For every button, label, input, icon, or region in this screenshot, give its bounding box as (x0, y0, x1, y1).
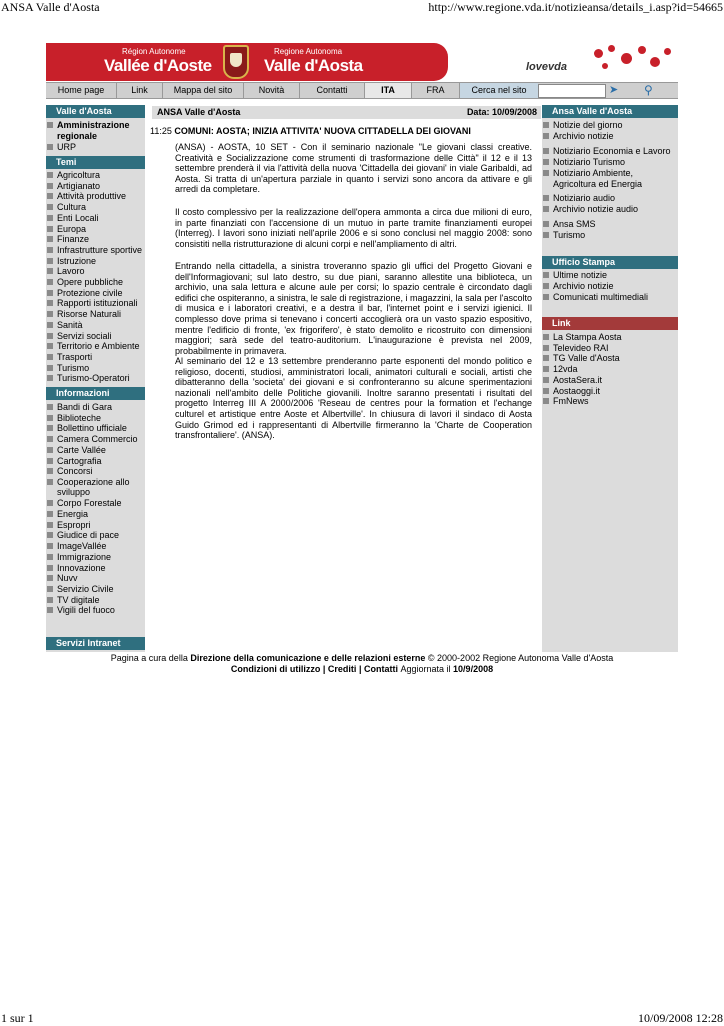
bullet-square-icon (47, 215, 53, 221)
nav-news[interactable]: Novità (244, 83, 300, 98)
left-item-tema[interactable]: Enti Locali (46, 213, 145, 224)
bullet-square-icon (543, 355, 549, 361)
left-head-informazioni: Informazioni (46, 387, 145, 400)
left-item-info[interactable]: Cartografia (46, 456, 145, 467)
regional-crest-icon (223, 45, 249, 79)
left-item-info[interactable]: ImageVallée (46, 541, 145, 552)
search-input[interactable] (538, 84, 606, 98)
left-item-info[interactable]: Biblioteche (46, 413, 145, 424)
lovevda-logo[interactable] (526, 61, 567, 73)
article-time: 11:25 (150, 126, 172, 136)
bullet-square-icon (543, 398, 549, 404)
article-headline (150, 126, 540, 136)
left-head-valle: Valle d'Aosta (46, 105, 145, 118)
left-item-info[interactable]: Giudice di pace (46, 530, 145, 541)
left-item-tema[interactable]: Infrastrutture sportive (46, 245, 145, 256)
left-item-info[interactable]: Cooperazione allo sviluppo (46, 477, 145, 498)
right-item-audio[interactable]: Notiziario audio (542, 193, 678, 204)
main-content (146, 105, 541, 652)
right-item-archivio-audio[interactable]: Archivio notizie audio (542, 204, 678, 215)
left-item-tema[interactable]: Protezione civile (46, 288, 145, 299)
top-nav (46, 82, 678, 99)
bullet-square-icon (47, 425, 53, 431)
banner-fr-line1: Région Autonome (122, 47, 186, 56)
right-item-link[interactable]: 12vda (542, 364, 678, 375)
site-banner (46, 43, 678, 81)
article-paragraph: Al seminario del 12 e 13 settembre prenderanno parte esponenti del mondo politico e religioso, docenti, studiosi, amministratori locali, animatori culturali e sociali, artisti che dibatteranno della 'societa' dei giovani e si confronteranno su alcune sperimentazioni nazionali nell'ambito delle Politiche giovanili. Inoltre saranno presentati i risultati del progetto Interreg III A 2000/2006 'Reseau de centres pour la formation et l'echange culturel et artistique entre Aoste et Albertville'. In chiusura di lavori il sindaco di Aosta Guido Grimod ed i rappresentanti di Albertville firmeranno la 'Charte de Cooperation transfrontaliere'. (ANSA). (175, 356, 532, 441)
bullet-square-icon (47, 258, 53, 264)
left-item-info[interactable]: Bandi di Gara (46, 402, 145, 413)
bullet-square-icon (47, 375, 53, 381)
left-item-tema[interactable]: Trasporti (46, 352, 145, 363)
right-sidebar (542, 105, 678, 652)
left-item-amministrazione[interactable]: Amministrazione regionale (46, 120, 145, 141)
print-page-number: 1 sur 1 (1, 1011, 34, 1025)
print-title: ANSA Valle d'Aosta (1, 0, 100, 14)
bullet-square-icon (47, 311, 53, 317)
article-header (152, 106, 541, 119)
bullet-square-icon (47, 511, 53, 517)
decor-swirl-icon (638, 46, 646, 54)
left-item-info[interactable]: Bollettino ufficiale (46, 423, 145, 434)
right-item-link[interactable]: La Stampa Aosta (542, 332, 678, 343)
bullet-square-icon (47, 268, 53, 274)
right-head-stampa: Ufficio Stampa (542, 256, 678, 269)
search-icon[interactable]: ⚲ (644, 83, 653, 97)
bullet-square-icon (47, 183, 53, 189)
bullet-square-icon (47, 204, 53, 210)
nav-site-map[interactable]: Mappa del sito (163, 83, 244, 98)
bullet-square-icon (47, 343, 53, 349)
decor-swirl-icon (608, 45, 615, 52)
bullet-square-icon (47, 479, 53, 485)
bullet-square-icon (47, 554, 53, 560)
right-head-ansa: Ansa Valle d'Aosta (542, 105, 678, 118)
article-title: COMUNI: AOSTA; INIZIA ATTIVITA' NUOVA CITTADELLA DEI GIOVANI (174, 126, 471, 136)
bullet-square-icon (47, 543, 53, 549)
banner-fr-line2: Vallée d'Aoste (104, 56, 212, 75)
left-item-tema[interactable]: Istruzione (46, 256, 145, 267)
article-paragraph: Entrando nella cittadella, a sinistra troveranno spazio gli uffici del Progetto Giovani e dell'Informagiovani; sul lato destro, su due piani, saranno allestite una biblioteca, un archivio, una sala lettura e alcune aule per corsi; lo spazio centrale è circondato dagli edifici che ospiteranno, a sinistra, le sale di registrazione, i magazzini, la sala per l'ascolto di musica e i laboratori creativi, e a destra il bar, l'internet point e i servizi igienici. Il complesso dove prima si tenevano i concerti accoglierà ora un vasto spazio espositivo, mentre l'edificio di fronte, 'ex frigorifero', è stato demolito e ricostruito con dimensioni maggiori; sarà sede del teatro-auditorium. L'inaugurazione è prevista nel 2009, probabilmente in primavera. (175, 261, 532, 356)
right-item-link[interactable]: Televideo RAI (542, 343, 678, 354)
decor-swirl-icon (664, 48, 671, 55)
bullet-square-icon (47, 522, 53, 528)
bullet-square-icon (47, 236, 53, 242)
bullet-square-icon (47, 404, 53, 410)
left-item-info[interactable]: Nuvv (46, 573, 145, 584)
left-item-info[interactable]: Innovazione (46, 563, 145, 574)
bullet-square-icon (47, 586, 53, 592)
decor-swirl-icon (594, 49, 603, 58)
bullet-square-icon (47, 565, 53, 571)
left-item-tema[interactable]: Lavoro (46, 266, 145, 277)
bullet-square-icon (47, 322, 53, 328)
decor-swirl-icon (602, 63, 608, 69)
left-item-tema[interactable]: Territorio e Ambiente (46, 341, 145, 352)
search-go-arrow-icon[interactable]: ➤ (609, 84, 619, 96)
nav-home[interactable]: Home page (46, 83, 117, 98)
left-item-tema[interactable]: Artigianato (46, 181, 145, 192)
lovevda-love: love (526, 61, 549, 73)
right-item-notizie-giorno[interactable]: Notizie del giorno (542, 120, 678, 131)
footer-copyright: © 2000-2002 Regione Autonoma Valle d'Aosta (425, 653, 614, 663)
article-paragraph: (ANSA) - AOSTA, 10 SET - Con il seminario nazionale "Le giovani classi creative. Creatività e Socializzazione come strumenti di trasformazione delle Città" il 12 e il 13 settembre prenderà il via l'attività della nuova 'Cittadella dei giovani' in viale Garibaldi, ad Aosta. Si tratta di un'apertura parziale in quanto i servizi sono ancora da attivare e gli arredi da completare. (175, 142, 532, 195)
right-item-link[interactable]: TG Valle d'Aosta (542, 353, 678, 364)
bullet-square-icon (543, 366, 549, 372)
bullet-square-icon (47, 607, 53, 613)
search-label: Cerca nel sito (460, 83, 538, 98)
right-item-turismo[interactable]: Turismo (542, 230, 678, 241)
bullet-square-icon (47, 172, 53, 178)
bullet-square-icon (543, 388, 549, 394)
bullet-square-icon (47, 500, 53, 506)
right-item-ambiente[interactable]: Notiziario Ambiente, Agricoltura ed Energia (542, 168, 678, 189)
right-item-archivio-notizie[interactable]: Archivio notizie (542, 131, 678, 142)
bullet-square-icon (47, 354, 53, 360)
left-item-info[interactable]: Camera Commercio (46, 434, 145, 445)
banner-it-line1: Regione Autonoma (274, 47, 343, 56)
left-item-tema[interactable]: Turismo (46, 363, 145, 374)
left-head-intranet[interactable]: Servizi Intranet (46, 637, 145, 650)
footer-dept: Direzione della comunicazione e delle relazioni esterne (190, 653, 426, 663)
left-item-tema[interactable]: Europa (46, 224, 145, 235)
left-item-info[interactable]: Concorsi (46, 466, 145, 477)
article-paragraph: Il costo complessivo per la realizzazione dell'opera ammonta a circa due milioni di euro, in parte finanziati con l'accensione di un mutuo in parte tramite finanziamenti europei (Interreg). I lavori sono iniziati nell'aprile 2006 e si sono conclusi nel maggio 2008: sono consistiti nella ristrutturazione di alcuni corpi e nell'ampliamento di altri. (175, 207, 532, 249)
left-item-info[interactable]: Corpo Forestale (46, 498, 145, 509)
left-item-urp[interactable]: URP (46, 142, 145, 153)
footer-contacts-link[interactable]: Contatti (363, 664, 398, 674)
bullet-square-icon (47, 247, 53, 253)
nav-link[interactable]: Link (117, 83, 163, 98)
left-item-info[interactable]: TV digitale (46, 595, 145, 606)
footer-prefix: Pagina a cura della (110, 653, 191, 663)
left-item-tema[interactable]: Risorse Naturali (46, 309, 145, 320)
footer-updated-label: Aggiornata il (400, 664, 451, 674)
bullet-square-icon (47, 226, 53, 232)
right-head-link: Link (542, 317, 678, 330)
bullet-square-icon (47, 300, 53, 306)
right-item-comunicati[interactable]: Comunicati multimediali (542, 292, 678, 303)
right-item-link[interactable]: AostaSera.it (542, 375, 678, 386)
right-item-ultime[interactable]: Ultime notizie (542, 270, 678, 281)
bullet-square-icon (47, 532, 53, 538)
page-footer-credits (0, 653, 724, 663)
banner-it-line2: Valle d'Aosta (264, 56, 363, 75)
bullet-square-icon (47, 279, 53, 285)
left-item-tema[interactable]: Finanze (46, 234, 145, 245)
nav-lang-fra[interactable]: FRA (412, 83, 460, 98)
bullet-square-icon (47, 290, 53, 296)
left-item-info[interactable]: Vigili del fuoco (46, 605, 145, 616)
decor-swirl-icon (650, 57, 660, 67)
lovevda-vda: vda (548, 61, 567, 73)
right-item-link[interactable]: Aostaoggi.it (542, 386, 678, 397)
bullet-square-icon (47, 575, 53, 581)
left-sidebar (46, 105, 145, 652)
left-item-tema[interactable]: Cultura (46, 202, 145, 213)
print-url: http://www.regione.vda.it/notizieansa/details_i.asp?id=54665 (428, 0, 723, 14)
article-date: Data: 10/09/2008 (466, 107, 537, 117)
left-item-tema[interactable]: Attività produttive (46, 191, 145, 202)
bullet-square-icon (47, 333, 53, 339)
print-datetime: 10/09/2008 12:28 (637, 1011, 723, 1025)
page-footer-links: Condizioni di utilizzo | Crediti | Contatti Aggiornata il 10/9/2008 (230, 664, 494, 674)
left-item-tema[interactable]: Sanità (46, 320, 145, 331)
bullet-square-icon (47, 447, 53, 453)
bullet-square-icon (47, 436, 53, 442)
nav-contacts[interactable]: Contatti (300, 83, 365, 98)
left-item-info[interactable]: Carte Vallée (46, 445, 145, 456)
left-head-temi: Temi (46, 156, 145, 169)
right-item-sms[interactable]: Ansa SMS (542, 219, 678, 230)
left-item-info[interactable]: Energia (46, 509, 145, 520)
bullet-square-icon (47, 458, 53, 464)
left-item-tema[interactable]: Opere pubbliche (46, 277, 145, 288)
right-item-archivio-stampa[interactable]: Archivio notizie (542, 281, 678, 292)
left-item-info[interactable]: Immigrazione (46, 552, 145, 563)
left-item-tema[interactable]: Servizi sociali (46, 331, 145, 342)
left-item-tema[interactable]: Rapporti istituzionali (46, 298, 145, 309)
bullet-square-icon (47, 597, 53, 603)
footer-updated-date: 10/9/2008 (453, 664, 494, 674)
right-item-link[interactable]: FmNews (542, 396, 678, 407)
bullet-square-icon (543, 377, 549, 383)
left-item-tema[interactable]: Agricoltura (46, 170, 145, 181)
bullet-square-icon (543, 334, 549, 340)
footer-conditions-link[interactable]: Condizioni di utilizzo (230, 664, 321, 674)
right-item-economia[interactable]: Notiziario Economia e Lavoro (542, 146, 678, 157)
decor-swirl-icon (621, 53, 632, 64)
left-item-info[interactable]: Servizio Civile (46, 584, 145, 595)
footer-credits-link[interactable]: Crediti (327, 664, 357, 674)
bullet-square-icon (47, 415, 53, 421)
left-item-tema[interactable]: Turismo-Operatori (46, 373, 145, 384)
bullet-square-icon (47, 365, 53, 371)
bullet-square-icon (47, 193, 53, 199)
article-source: ANSA Valle d'Aosta (157, 107, 241, 117)
left-item-info[interactable]: Espropri (46, 520, 145, 531)
right-item-turismo-notiziario[interactable]: Notiziario Turismo (542, 157, 678, 168)
nav-lang-ita[interactable]: ITA (365, 83, 412, 98)
bullet-square-icon (47, 468, 53, 474)
bullet-square-icon (543, 345, 549, 351)
